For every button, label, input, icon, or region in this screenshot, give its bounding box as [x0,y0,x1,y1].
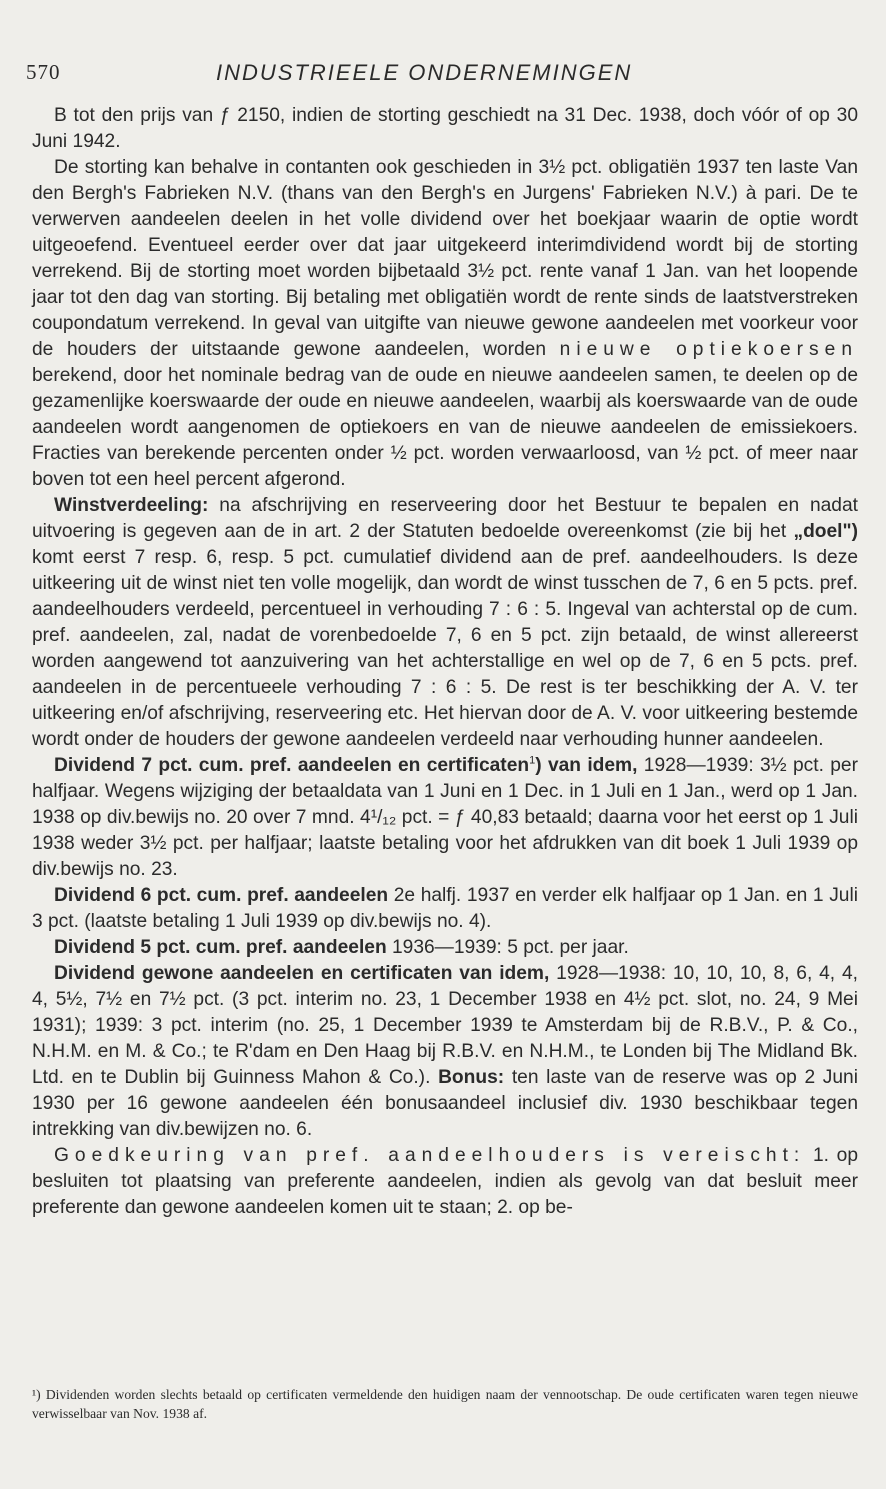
paragraph-text: De storting kan behalve in contanten ook geschieden in 3½ pct. obligatiën 1937 ten laste Van den Bergh's Fabrieken N.V. (thans van den Bergh's en Jurgens' Fabrieken N.V.) à pari. De te verwerven aandeelen deelen in het volle dividend over het boekjaar waarin de optie wordt uitgeoefend. Eventueel eerder over dat jaar uitgekeerd interimdividend wordt bij de storting verrekend. Bij de storting moet worden bijbetaald 3½ pct. rente vanaf 1 Jan. van het loopende jaar tot den dag van storting. Bij betaling met obligatiën wordt de rente sinds de laatstverstreken coupondatum verrekend. In geval van uitgifte van nieuwe gewone aandeelen met voorkeur voor de houders der uitstaande gewone aandeelen, worden [32,157,858,360]
paragraph-text: 1936—1939: 5 pct. per jaar. [386,937,629,958]
paragraph-text: komt eerst 7 resp. 6, resp. 5 pct. cumulatief dividend aan de pref. aandeelhouders. Is deze uitkeering uit de winst niet ten volle mogelijk, dan wordt de winst tusschen de 7, 6 en 5 pcts. pref. aandeelhouders verdeeld, percentueel in verhouding 7 : 6 : 5. Ingeval van achterstal op de cum. pref. aandeelen, zal, nadat de vorenbedoelde 7, 6 en 5 pct. zijn betaald, de winst allereerst worden aangewend tot aanzuivering van het achterstallige en wel op de 7, 6 en 5 pcts. pref. aandeelen in de percentueele verhouding 7 : 6 : 5. De rest is ter beschikking der A. V. ter uitkeering en/of afschrijving, reserveering etc. Het hiervan door de A. V. voor uitkeering bestemde wordt onder de houders der gewone aandeelen verdeeld naar verhouding hunner aandeelen. [32,547,858,750]
paragraph-dividend-5 [32,935,858,961]
paragraph-dividend-gewone [32,961,858,1143]
section-heading: Dividend 7 pct. cum. pref. aandeelen en certificaten [54,755,530,776]
section-heading: ) van idem, [535,755,638,776]
section-heading: Winstverdeeling: [54,495,209,516]
paragraph-dividend-7 [32,753,858,883]
paragraph-text: 1928—1938: 10, 10, 10, 8, 6, 4, 4, 4, 5½, 7½ en 7½ pct. (3 pct. interim no. 23, 1 December 1938 en 4½ pct. slot, no. 24, 9 Mei 1931); 1939: 3 pct. interim (no. 25, 1 December 1939 te Amsterdam bij de R.B.V., P. & Co., N.H.M. en M. & Co.; te R'dam en Den Haag bij R.B.V. en N.H.M., te Londen bij The Midland Bk. Ltd. en te Dublin bij Guinness Mahon & Co.). [32,963,858,1088]
footnote [32,1385,858,1423]
paragraph-text: 2e halfj. 1937 en verder elk halfjaar op 1 Jan. en 1 Juli 3 pct. (laatste betaling 1 Juli 1939 op div.bewijs no. 4). [32,885,859,932]
footnote-marker: 1 [529,754,536,767]
paragraph-goedkeuring [32,1143,858,1221]
paragraph-text: ten laste van de reserve was op 2 Juni 1930 per 16 gewone aandeelen één bonusaandeel inclusief div. 1930 beschikbaar tegen intrekking van div.bewijzen no. 6. [32,1067,858,1140]
section-heading: Dividend 5 pct. cum. pref. aandeelen [54,937,387,958]
paragraph-text: B tot den prijs van ƒ 2150, indien de storting geschiedt na 31 Dec. 1938, doch vóór of op 30 Juni 1942. [32,105,858,152]
paragraph-text: 1. op besluiten tot plaatsing van preferente aandeelen, indien als gevolg van dat besluit meer preferente dan gewone aandeelen komen uit te staan; 2. op be- [32,1145,858,1218]
paragraph-text: berekend, door het nominale bedrag van de oude en nieuwe aandeelen samen, te deelen op de gezamenlijke koerswaarde der oude en nieuwe aandeelen, waarbij als koerswaarde van de oude aandeelen wordt aangenomen de optiekoers en van de nieuwe aandeelen de emissiekoers. Fracties van berekende percenten onder ½ pct. worden verwaarloosd, van ½ pct. of meer naar boven tot een heel percent afgerond. [32,365,858,490]
paragraph-text: na afschrijving en reserveering door het Bestuur te bepalen en nadat uitvoering is gegeven aan de in art. 2 der Statuten bedoelde overeenkomst (zie bij het [32,495,858,542]
paragraph-text: 1928—1939: 3½ pct. per halfjaar. Wegens wijziging der betaaldata van 1 Juni en 1 Dec. in 1 Juli en 1 Jan., werd op 1 Jan. 1938 op div.bewijs no. 20 over 7 mnd. 4¹/₁₂ pct. = ƒ 40,83 betaald; daarna voor het eerst op 1 Juli 1938 weder 3½ pct. per halfjaar; laatste betaling voor het afdrukken van dit boek 1 Juli 1939 op div.bewijs no. 23. [32,755,858,880]
footnote-marker: ¹) [32,1387,41,1402]
spaced-term: Goedkeuring van pref. aandeelhouders is vereischt: [54,1145,806,1166]
paragraph-dividend-6 [32,883,858,935]
running-title: INDUSTRIEELE ONDERNEMINGEN [216,60,633,85]
page-number: 570 [26,60,61,84]
section-heading: Bonus: [438,1067,505,1088]
body-text [32,103,858,1221]
section-heading: Dividend gewone aandeelen en certificaten van idem, [54,963,550,984]
reference-term: „doel") [793,521,858,542]
paragraph-storting [32,155,858,493]
paragraph-winstverdeeling [32,493,858,753]
paragraph-option-price [32,103,858,155]
page-header [26,60,860,90]
footnote-text: Dividenden worden slechts betaald op certificaten vermeldende den huidigen naam der vennootschap. De oude certificaten waren tegen nieuwe verwisselbaar van Nov. 1938 af. [32,1387,858,1421]
spaced-term: nieuwe optiekoersen [559,339,858,360]
section-heading: Dividend 6 pct. cum. pref. aandeelen [54,885,389,906]
